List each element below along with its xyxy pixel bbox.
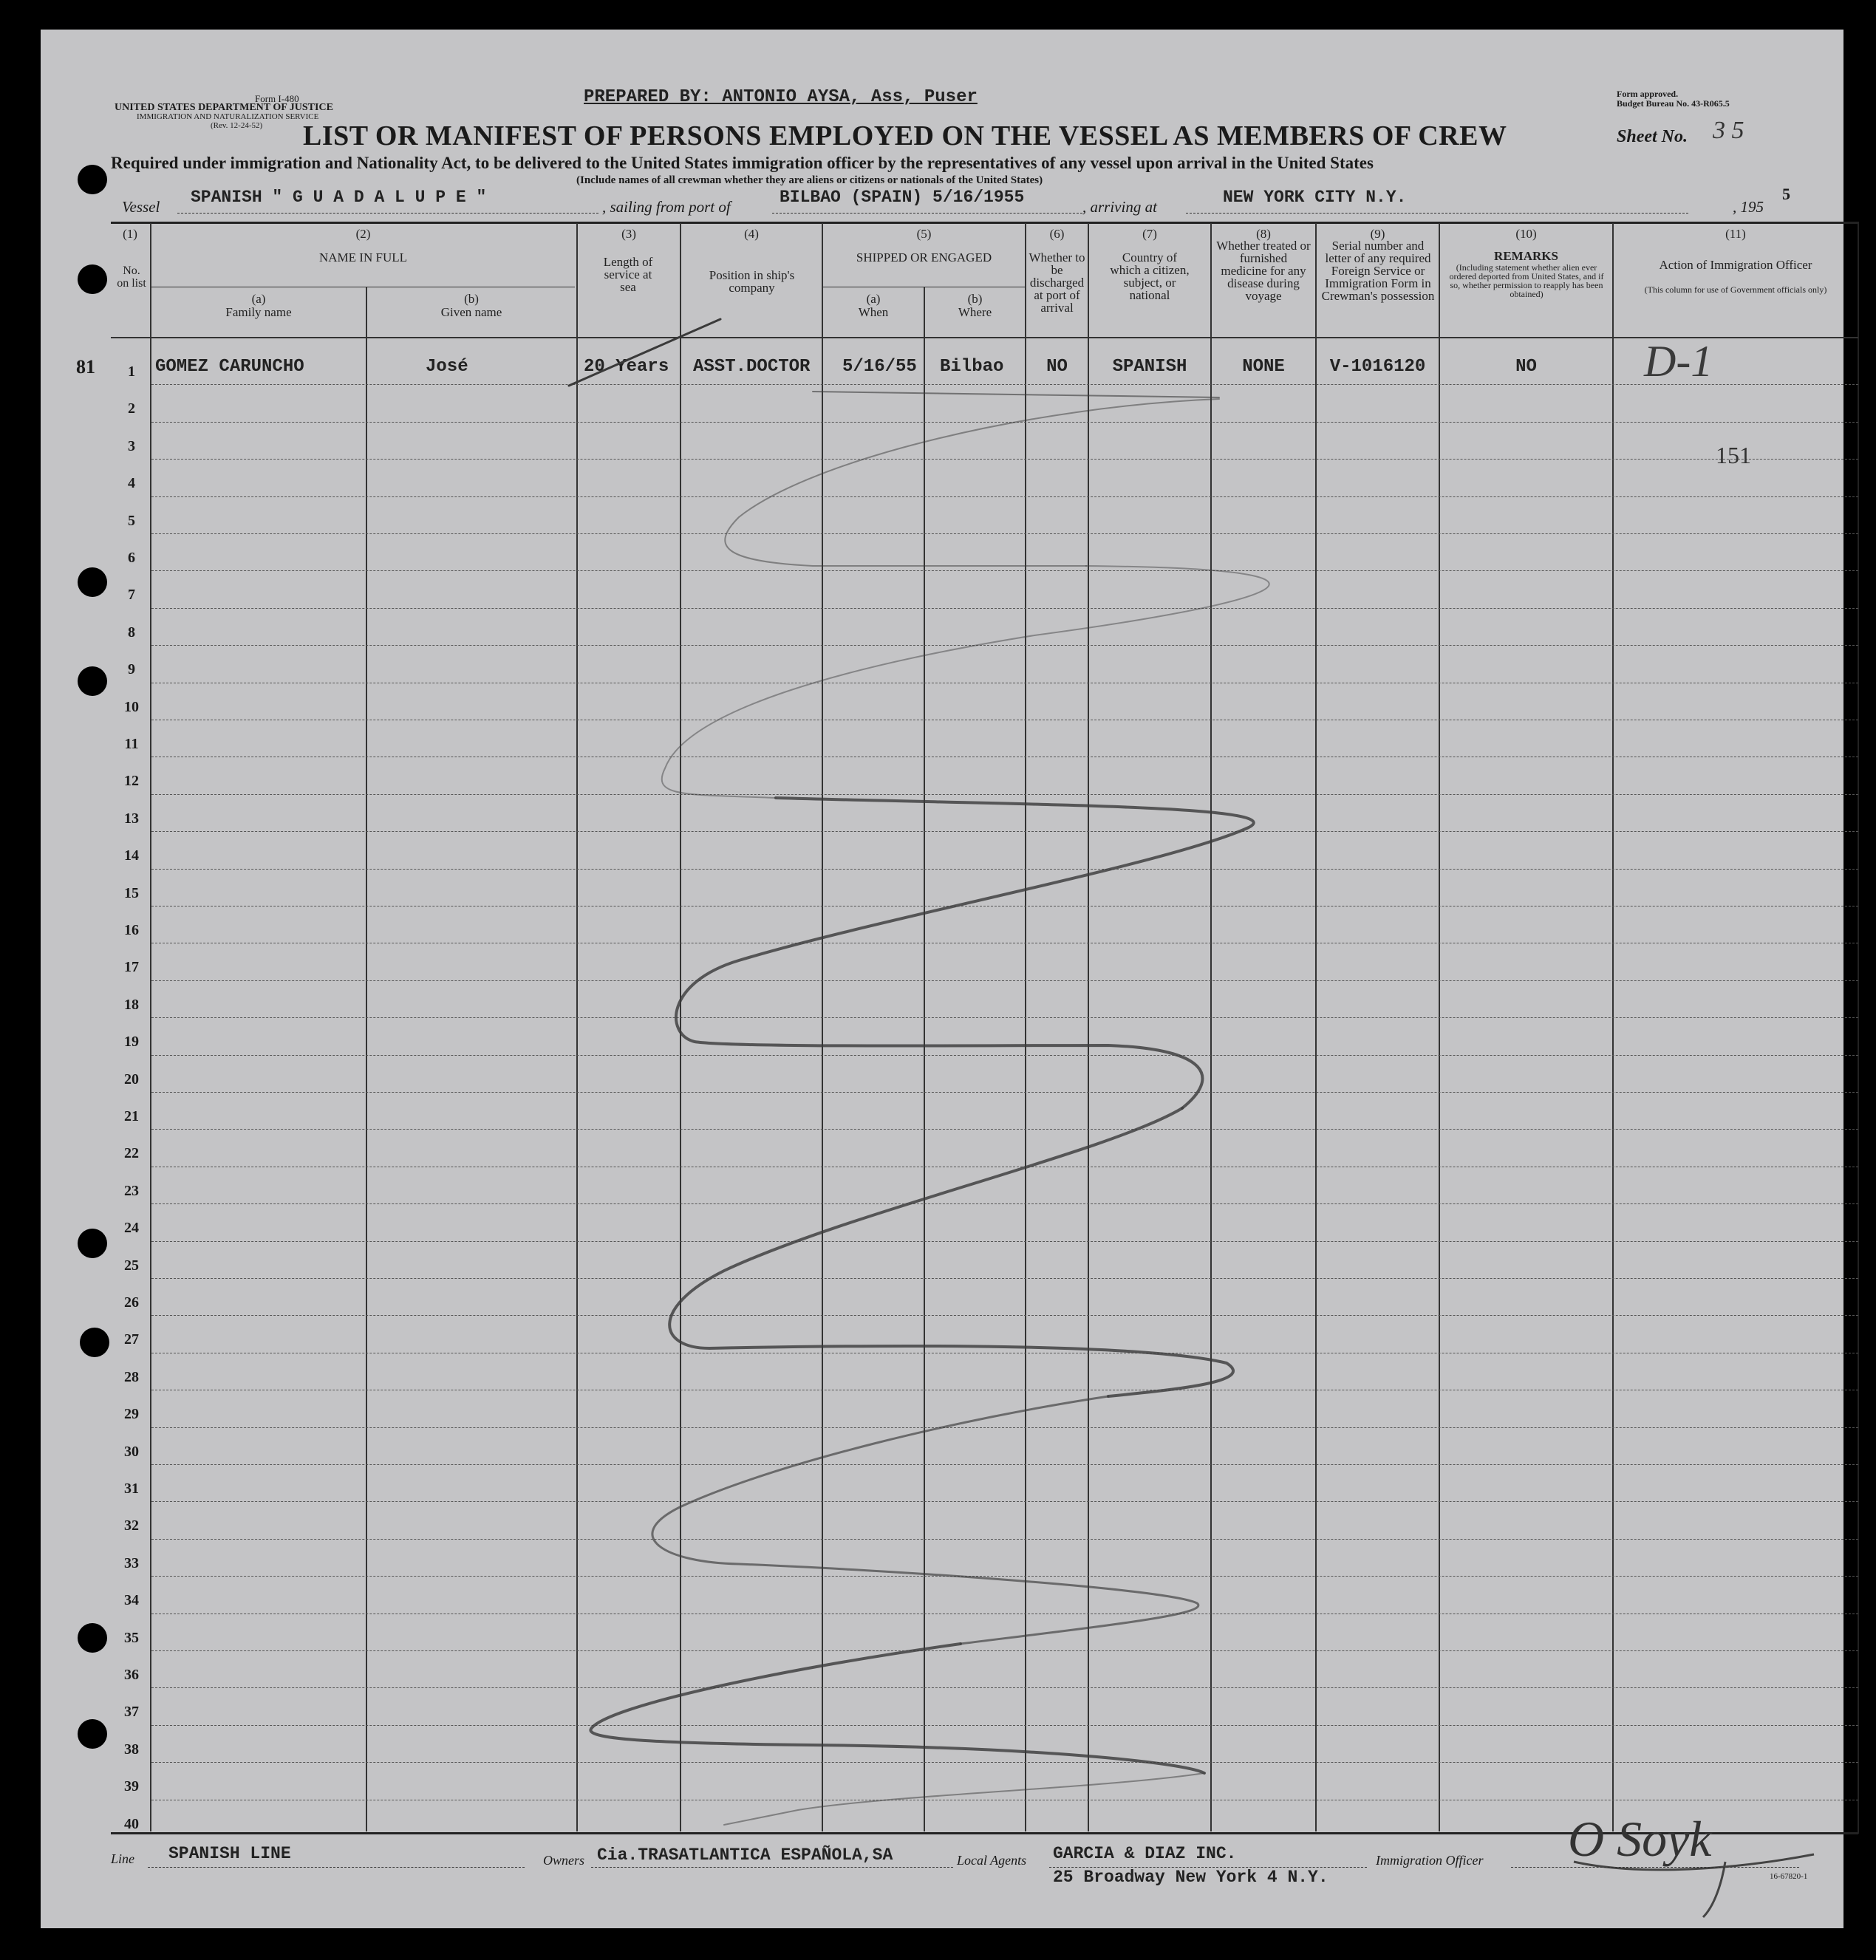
row-number: 37 xyxy=(124,1704,139,1721)
row-number: 30 xyxy=(124,1443,139,1460)
col6-number: (6) xyxy=(1049,227,1065,241)
row-number: 2 xyxy=(128,400,135,417)
row-number: 38 xyxy=(124,1741,139,1758)
family-name-cell: GOMEZ CARUNCHO xyxy=(155,357,304,377)
include-note: (Include names of all crewman whether they are aliens or citizens or nationals of the United States) xyxy=(576,174,1043,186)
owners-value: Cia.TRASATLANTICA ESPAÑOLA,SA xyxy=(597,1845,893,1865)
col7-header: Country of which a citizen, subject, or national xyxy=(1110,250,1190,302)
row-number: 39 xyxy=(124,1778,139,1795)
position-cell: ASST.DOCTOR xyxy=(693,357,811,377)
agents-address: 25 Broadway New York 4 N.Y. xyxy=(1053,1868,1328,1887)
row-number: 12 xyxy=(124,773,139,790)
row-number: 19 xyxy=(124,1034,139,1051)
row-number: 6 xyxy=(128,550,135,566)
row-number: 26 xyxy=(124,1294,139,1311)
service: IMMIGRATION AND NATURALIZATION SERVICE xyxy=(137,112,319,121)
sheet-label: Sheet No. xyxy=(1617,127,1688,146)
sailing-value: BILBAO (SPAIN) 5/16/1955 xyxy=(780,188,1025,207)
arriving-value: NEW YORK CITY N.Y. xyxy=(1223,188,1407,207)
medicine-cell: NONE xyxy=(1242,357,1285,377)
row-number: 35 xyxy=(124,1629,139,1646)
row-number: 10 xyxy=(124,698,139,715)
when-cell: 5/16/55 xyxy=(842,357,917,377)
row-number: 18 xyxy=(124,996,139,1013)
country-cell: SPANISH xyxy=(1112,357,1187,377)
col8-header: Whether treated or furnished medicine for any disease during voyage xyxy=(1216,239,1311,303)
row-number: 28 xyxy=(124,1368,139,1385)
discharged-cell: NO xyxy=(1046,357,1068,377)
page-title: LIST OR MANIFEST OF PERSONS EMPLOYED ON THE VESSEL AS MEMBERS OF CREW xyxy=(303,120,1507,151)
officer-label: Immigration Officer xyxy=(1376,1853,1484,1868)
col2a-header: Family name xyxy=(225,305,292,319)
sheet-value: 3 5 xyxy=(1713,117,1744,144)
col1-header: No. on list xyxy=(117,264,146,290)
service-cell: 20 Years xyxy=(584,357,669,377)
line-value: SPANISH LINE xyxy=(168,1844,291,1863)
col2-number: (2) xyxy=(355,227,371,241)
row-number: 14 xyxy=(124,847,139,864)
col10-note: (Including statement whether alien ever ordered deported from United States, and if so, whether permission to reapply has been obtained) xyxy=(1449,262,1604,299)
col5-header: SHIPPED OR ENGAGED xyxy=(856,250,992,264)
col3-header: Length of service at sea xyxy=(603,255,653,294)
row-number: 29 xyxy=(124,1406,139,1423)
row-number: 17 xyxy=(124,959,139,976)
row-number: 22 xyxy=(124,1145,139,1162)
col9-header: Serial number and letter of any required Foreign Service or Immigration Form in Crewman's possession xyxy=(1321,239,1435,303)
serial-cell: V-1016120 xyxy=(1329,357,1426,377)
row-number: 31 xyxy=(124,1481,139,1497)
arriving-label: , arriving at xyxy=(1082,198,1157,216)
row-number: 25 xyxy=(124,1257,139,1274)
vessel-value: SPANISH " G U A D A L U P E " xyxy=(191,188,487,207)
col5a-header: When xyxy=(858,305,889,319)
col1-number: (1) xyxy=(123,227,137,241)
where-cell: Bilbao xyxy=(940,357,1004,377)
row-number: 8 xyxy=(128,624,135,641)
row-number: 7 xyxy=(128,587,135,604)
row-number: 15 xyxy=(124,884,139,901)
form-number: Form I-480 xyxy=(255,93,299,104)
row-number: 9 xyxy=(128,661,135,678)
action-cell: D-1 xyxy=(1644,337,1713,386)
officer-underline xyxy=(1511,1867,1799,1868)
remarks-cell: NO xyxy=(1515,357,1537,377)
year-label: , 195 xyxy=(1733,198,1764,216)
col10-number: (10) xyxy=(1515,227,1537,241)
row-number: 13 xyxy=(124,810,139,827)
prepared-by: PREPARED BY: ANTONIO AYSA, Ass, Puser xyxy=(584,87,978,107)
officer-signature: O Soyk xyxy=(1568,1811,1712,1867)
revision: (Rev. 12-24-52) xyxy=(211,121,263,130)
row-number: 23 xyxy=(124,1182,139,1199)
col5a-number: (a) xyxy=(866,292,881,306)
col3-number: (3) xyxy=(621,227,636,241)
row-number: 21 xyxy=(124,1108,139,1124)
row-number: 16 xyxy=(124,922,139,938)
row-number: 27 xyxy=(124,1331,139,1348)
budget-bureau: Budget Bureau No. 43-R065.5 xyxy=(1617,98,1730,109)
owners-label: Owners xyxy=(543,1853,585,1868)
col10-header: REMARKS xyxy=(1494,249,1558,263)
col11-note: (This column for use of Government officials only) xyxy=(1644,284,1827,295)
col4-header: Position in ship's company xyxy=(709,268,795,295)
col8-number: (8) xyxy=(1256,227,1271,241)
col2b-header: Given name xyxy=(440,305,502,319)
row-number: 40 xyxy=(124,1815,139,1832)
col6-header: Whether to be discharged at port of arrival xyxy=(1029,250,1085,315)
col5-number: (5) xyxy=(916,227,932,241)
agents-label: Local Agents xyxy=(957,1853,1027,1868)
row-number: 4 xyxy=(128,475,135,492)
given-name-cell: José xyxy=(426,357,468,377)
col11-number: (11) xyxy=(1725,227,1746,241)
col5b-header: Where xyxy=(958,305,992,319)
row-number: 3 xyxy=(128,437,135,454)
col4-number: (4) xyxy=(744,227,759,241)
row-number: 20 xyxy=(124,1071,139,1087)
agents-value: GARCIA & DIAZ INC. xyxy=(1053,1844,1237,1863)
line-label: Line xyxy=(111,1851,135,1866)
col11-header: Action of Immigration Officer xyxy=(1659,258,1812,272)
line-underline xyxy=(148,1867,525,1868)
sailing-label: , sailing from port of xyxy=(602,198,731,216)
agents-underline xyxy=(1049,1867,1367,1868)
row-number: 36 xyxy=(124,1667,139,1683)
row-number: 5 xyxy=(128,512,135,529)
col2-header: NAME IN FULL xyxy=(319,250,407,264)
col2a-number: (a) xyxy=(251,292,266,306)
year-value: 5 xyxy=(1782,185,1790,203)
col9-number: (9) xyxy=(1370,227,1385,241)
col2b-number: (b) xyxy=(464,292,479,306)
note-151: 151 xyxy=(1716,442,1751,468)
col7-number: (7) xyxy=(1142,227,1157,241)
form-approved: Form approved. xyxy=(1617,89,1679,99)
row-number: 32 xyxy=(124,1517,139,1534)
row-number: 33 xyxy=(124,1554,139,1571)
row-number: 24 xyxy=(124,1220,139,1237)
row-number: 11 xyxy=(124,736,139,752)
row-number: 34 xyxy=(124,1592,139,1609)
print-code: 16-67820-1 xyxy=(1770,1872,1808,1881)
department: UNITED STATES DEPARTMENT OF JUSTICE xyxy=(115,102,333,113)
required-statement: Required under immigration and Nationality Act, to be delivered to the United States immigration officer by the representatives of any vessel upon arrival in the United States xyxy=(111,154,1374,172)
row-number: 1 xyxy=(128,363,135,380)
col5b-number: (b) xyxy=(967,292,983,306)
vessel-label: Vessel xyxy=(122,198,160,216)
margin-number: 81 xyxy=(76,356,95,378)
owners-underline xyxy=(591,1867,953,1868)
